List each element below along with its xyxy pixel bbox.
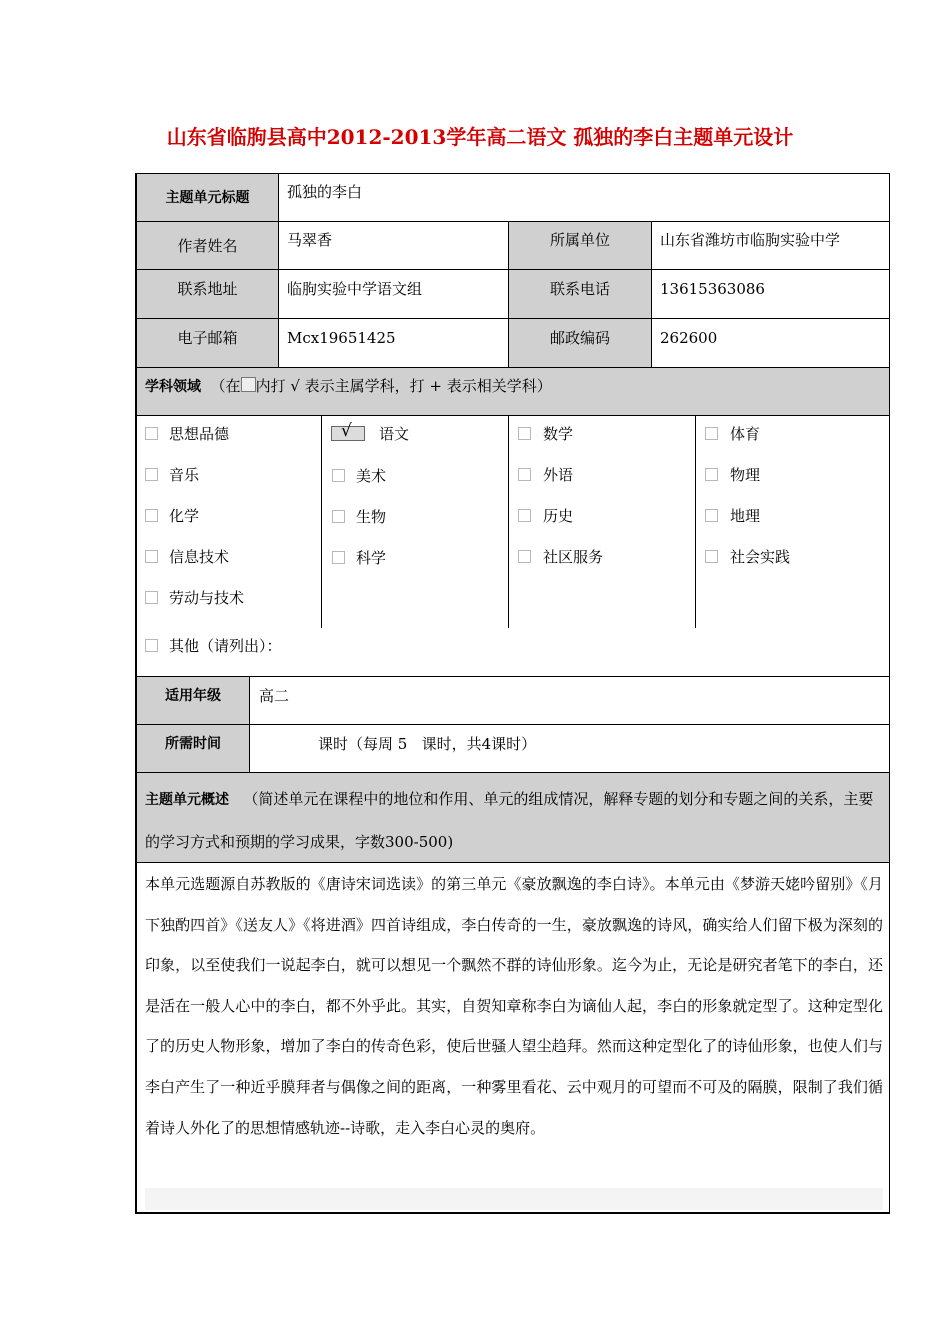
overview-header <box>145 778 883 863</box>
grade-label: 适用年级 <box>165 688 221 704</box>
postcode-label: 邮政编码 <box>549 329 610 347</box>
unit-summary-text: 本单元选题源自苏教版的《唐诗宋词选读》的第三单元《豪放飘逸的李白诗》。本单元由《梦游天姥吟留别》《月下独酌四首》《送友人》《将进酒》四首诗组成，李白传奇的一生，豪放飘逸的诗风，确实给人们留下极为深刻的印象，以至使我们一说起李白，就可以想见一个飘然不群的诗仙形象。迄今为止，无论是研究者笔下的李白，还是活在一般人心中的李白，都不外乎此。其实，自贺知章称李白为谪仙人起，李白的形象就定型了。这种定型化了的历史人物形象，增加了李白的传奇色彩，使后世骚人望尘趋拜。然而这种定型化了的诗仙形象，也使人们与李白产生了一种近乎膜拜者与偶像之间的距离，一种雾里看花、云中观月的可望而不可及的隔膜，限制了我们循着诗人外化了的思想情感轨迹--诗歌，走入李白心灵的奥府。 <box>145 875 883 1137</box>
subject-label: 历史 <box>543 507 574 525</box>
subject-label: 体育 <box>730 425 761 443</box>
subject-area-note-pre: （在 <box>210 377 241 395</box>
checkbox-美术[interactable] <box>332 469 345 482</box>
postcode-value: 262600 <box>660 329 718 347</box>
check-mark-icon: √ <box>341 421 352 441</box>
checkbox-其他[interactable] <box>145 639 158 652</box>
subject-label: 化学 <box>169 507 200 525</box>
author-value: 马翠香 <box>287 231 333 249</box>
legend-checkbox-icon <box>241 377 256 392</box>
checkbox-体育[interactable] <box>705 427 718 440</box>
document-title: 山东省临朐县高中2012-2013学年高二语文 孤独的李白主题单元设计 <box>166 125 794 149</box>
checkbox-地理[interactable] <box>705 509 718 522</box>
subject-area-header <box>145 376 552 397</box>
time-value: 课时（每周 5 课时，共4课时） <box>318 735 537 753</box>
checkbox-信息技术[interactable] <box>145 550 158 563</box>
checkbox-生物[interactable] <box>332 510 345 523</box>
checkbox-外语[interactable] <box>518 468 531 481</box>
checkbox-思想品德[interactable] <box>145 427 158 440</box>
checkbox-语文-checked[interactable] <box>331 421 365 441</box>
unit-value: 山东省潍坊市临朐实验中学 <box>660 231 841 249</box>
subject-label: 语文 <box>379 425 410 443</box>
checkbox-科学[interactable] <box>332 551 345 564</box>
checkbox-社区服务[interactable] <box>518 550 531 563</box>
author-label: 作者姓名 <box>177 237 238 255</box>
other-label: 其他（请列出）： <box>169 637 282 655</box>
subject-area-note-post: 内打 √ 表示主属学科，打 + 表示相关学科） <box>255 377 552 395</box>
grade-value: 高二 <box>259 687 290 705</box>
checkbox-物理[interactable] <box>705 468 718 481</box>
subject-label: 科学 <box>356 549 387 567</box>
email-value: Mcx19651425 <box>287 329 396 347</box>
subject-label: 思想品德 <box>169 425 230 443</box>
unit-label: 所属单位 <box>549 231 610 249</box>
checkbox-社会实践[interactable] <box>705 550 718 563</box>
subject-label: 社会实践 <box>730 548 791 566</box>
checkbox-劳动与技术[interactable] <box>145 591 158 604</box>
overview-desc: （简述单元在课程中的地位和作用、单元的组成情况，解释专题的划分和专题之间的关系，主要的学习方式和预期的学习成果，字数300-500) <box>145 790 874 851</box>
subject-label: 数学 <box>543 425 574 443</box>
phone-label: 联系电话 <box>549 280 610 298</box>
overview-label: 主题单元概述 <box>145 792 229 808</box>
subject-label: 美术 <box>356 467 387 485</box>
checkbox-历史[interactable] <box>518 509 531 522</box>
email-label: 电子邮箱 <box>177 329 238 347</box>
checkbox-化学[interactable] <box>145 509 158 522</box>
subject-area-label: 学科领域 <box>145 379 201 395</box>
unit-title-value: 孤独的李白 <box>287 183 363 201</box>
subject-label: 信息技术 <box>169 548 230 566</box>
checkbox-数学[interactable] <box>518 427 531 440</box>
unit-title-label: 主题单元标题 <box>165 190 250 206</box>
address-label: 联系地址 <box>177 280 238 298</box>
subject-label: 音乐 <box>169 466 200 484</box>
checkbox-音乐[interactable] <box>145 468 158 481</box>
time-label: 所需时间 <box>165 736 221 752</box>
subject-label: 社区服务 <box>543 548 604 566</box>
subject-label: 物理 <box>730 466 761 484</box>
subject-label: 生物 <box>356 508 387 526</box>
subject-label: 地理 <box>730 507 761 525</box>
address-value: 临朐实验中学语文组 <box>287 280 423 298</box>
subject-label: 劳动与技术 <box>169 589 245 607</box>
phone-value: 13615363086 <box>660 280 765 298</box>
summary-bottom-bar <box>145 1188 883 1210</box>
subject-label: 外语 <box>543 466 574 484</box>
